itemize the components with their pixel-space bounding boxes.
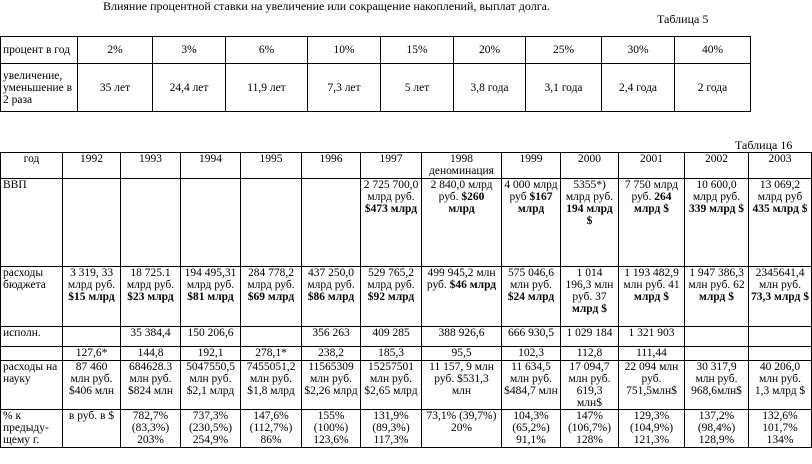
cell-value-bold: 194 млрд $ [566, 203, 613, 227]
rate-cell: 30% [602, 37, 675, 64]
cell-value: 5047550,5 млн руб. $2,1 млрд [186, 361, 235, 397]
data-cell [181, 410, 241, 448]
row-header-cell [1, 347, 63, 361]
period-cell: 2 года [675, 64, 751, 112]
data-cell [121, 347, 181, 361]
data-cell [422, 347, 502, 361]
cell-value-bold: млрд $ [572, 303, 607, 315]
data-cell [422, 361, 502, 410]
cell-value: 1 014 196,3 млн руб. 37 [565, 267, 614, 303]
table5 [0, 36, 751, 112]
data-cell [121, 327, 181, 347]
data-cell [685, 267, 749, 327]
cell-value: 194 495,31 млрд руб. [184, 267, 237, 291]
data-cell [502, 267, 561, 327]
data-cell [361, 327, 422, 347]
table5-label: Таблица 5 [657, 12, 709, 26]
cell-value: 17 094,7 млн руб. 619,3 млн$ [568, 361, 611, 409]
rate-cell: 10% [308, 37, 381, 64]
data-cell [749, 347, 812, 361]
period-cell: 3,8 года [454, 64, 526, 112]
data-cell [302, 410, 361, 448]
data-cell [302, 347, 361, 361]
data-cell [749, 179, 812, 267]
cell-value: 30 317,9 млн руб. 968,6млн$ [691, 361, 742, 397]
cell-value: 1 947 386,3 млн руб. 62 [688, 267, 745, 291]
period-cell: 3,1 года [526, 64, 602, 112]
cell-value: 144,8 [137, 347, 164, 359]
cell-value: 112,8 [576, 347, 603, 359]
cell-value: 147% (106,7%) 128% [567, 410, 612, 446]
data-cell [561, 410, 619, 448]
page-title: Влияние процентной ставки на увеличение или сокращение накоплений, выплат долга. [103, 0, 550, 13]
cell-value-bold: $23 млрд [127, 291, 174, 303]
row-header-cell: расходы бюджета [1, 267, 63, 327]
cell-value: 238,2 [318, 347, 344, 359]
cell-value-bold: $24 млрд [507, 291, 555, 303]
rate-cell: 40% [675, 37, 751, 64]
data-cell [422, 410, 502, 448]
data-cell [619, 327, 685, 347]
table5-row-header: увеличение, уменьшение в 2 раза [1, 64, 78, 112]
year-header-cell: 1992 [63, 153, 121, 179]
data-cell [302, 267, 361, 327]
cell-value-bold: $92 млрд [367, 291, 415, 303]
period-cell: 2,4 года [602, 64, 675, 112]
data-cell [619, 267, 685, 327]
data-cell [749, 327, 812, 347]
data-cell [241, 361, 302, 410]
data-cell [181, 361, 241, 410]
data-cell [302, 179, 361, 267]
data-cell [181, 179, 241, 267]
data-cell [422, 327, 502, 347]
rate-cell: 15% [381, 37, 454, 64]
data-cell [181, 347, 241, 361]
cell-value: 147,6% (112,7%) 86% [249, 410, 293, 446]
header-cell: год [1, 153, 63, 179]
data-cell [241, 179, 302, 267]
data-cell [749, 267, 812, 327]
data-cell [685, 347, 749, 361]
data-cell [561, 267, 619, 327]
cell-value: 127,6* [75, 347, 108, 359]
data-cell [181, 327, 241, 347]
cell-value: 1 193 482,9 млн руб. 41 [623, 267, 680, 291]
year-header-cell: 1996 [302, 153, 361, 179]
data-cell [619, 179, 685, 267]
cell-value: 40 206,0 млн руб. 1,3 млрд $ [754, 361, 806, 397]
data-cell [302, 361, 361, 410]
cell-value: 7 750 млрд руб. [624, 179, 679, 203]
year-header-cell: 2003 [749, 153, 812, 179]
cell-value: 18 725.1 млрд руб. [126, 267, 175, 291]
data-cell [181, 267, 241, 327]
table5-periods-row [1, 64, 751, 112]
cell-value: 1 321 903 [628, 327, 675, 339]
period-cell: 24,4 лет [153, 64, 226, 112]
cell-value: 409 285 [372, 327, 410, 339]
period-cell: 7,3 лет [308, 64, 381, 112]
cell-value: 137,2% (98,4%) 128,9% [697, 410, 736, 446]
data-cell [561, 347, 619, 361]
cell-value-bold: млрд $ [634, 291, 669, 303]
cell-value-bold: $86 млрд [307, 291, 355, 303]
cell-value: 131,9% (89,3%) 117,3% [372, 410, 410, 446]
rate-cell: 25% [526, 37, 602, 64]
cell-value-bold: $15 млрд [68, 291, 115, 303]
data-cell [619, 410, 685, 448]
table16-row [1, 179, 812, 267]
cell-value: 185,3 [378, 347, 404, 359]
data-cell [121, 179, 181, 267]
cell-value: 13 069,2 млрд руб [757, 179, 803, 203]
data-cell [422, 179, 502, 267]
cell-value: 95,5 [451, 347, 472, 359]
cell-value-bold: 73,3 млрд $ [751, 291, 809, 303]
rate-cell: 6% [226, 37, 308, 64]
data-cell [121, 361, 181, 410]
cell-value: 192,1 [197, 347, 224, 359]
cell-value: 2345641,4 млн руб. [755, 267, 805, 291]
cell-value: 155% (100%) 123,6% [313, 410, 349, 446]
data-cell [749, 361, 812, 410]
cell-value: 666 930,5 [508, 327, 554, 339]
data-cell [502, 179, 561, 267]
data-cell [63, 410, 121, 448]
year-header-cell: 1994 [181, 153, 241, 179]
data-cell [361, 267, 422, 327]
cell-value: 1 029 184 [566, 327, 613, 339]
table16 [0, 152, 812, 448]
data-cell [361, 410, 422, 448]
cell-value-bold: $167 млрд [517, 191, 553, 215]
row-header-cell: исполн. [1, 327, 63, 347]
cell-value: 22 094 млн руб. 751,5млн$ [624, 361, 679, 397]
data-cell [502, 410, 561, 448]
cell-value: 87 460 млн руб. $406 млн [68, 361, 115, 397]
data-cell [561, 327, 619, 347]
data-cell [302, 327, 361, 347]
data-cell [685, 410, 749, 448]
row-header-cell: % к предыду-щему г. [1, 410, 63, 448]
cell-value-bold: $81 млрд [187, 291, 234, 303]
period-cell: 5 лет [381, 64, 454, 112]
data-cell [121, 267, 181, 327]
data-cell [685, 327, 749, 347]
data-cell [63, 179, 121, 267]
data-cell [561, 179, 619, 267]
table16-row [1, 361, 812, 410]
cell-value: 15257501 млн руб. $2,65 млрд [364, 361, 418, 397]
data-cell [749, 410, 812, 448]
cell-value: 529 765,2 млрд руб. [367, 267, 415, 291]
table16-row [1, 410, 812, 448]
table16-row [1, 267, 812, 327]
cell-value: 4 000 млрд руб [504, 179, 558, 203]
table5-row-header: процент в год [1, 37, 78, 64]
cell-value: 284 778,2 млрд руб. [247, 267, 295, 291]
cell-value: 35 384,4 [130, 327, 171, 339]
data-cell [502, 327, 561, 347]
data-cell [561, 361, 619, 410]
cell-value: 5355*) млрд руб. [565, 179, 614, 203]
cell-value-bold: 264 млрд $ [634, 191, 672, 215]
cell-value-bold: 435 млрд $ [752, 203, 808, 215]
cell-value: 684628.3 млн руб. $824 млн [127, 361, 174, 397]
cell-value: 104,3% (65,2%) 91,1% [512, 410, 550, 446]
year-header-cell: 2000 [561, 153, 619, 179]
data-cell [361, 347, 422, 361]
cell-value: 575 046,6 млн руб. [508, 267, 554, 291]
data-cell [63, 327, 121, 347]
period-cell: 35 лет [78, 64, 153, 112]
data-cell [241, 267, 302, 327]
data-cell [502, 347, 561, 361]
data-cell [121, 410, 181, 448]
year-header-cell: 2001 [619, 153, 685, 179]
cell-value: 150 206,6 [187, 327, 234, 339]
cell-value-bold: 339 млрд $ [688, 203, 745, 215]
cell-value: 10 600,0 млрд руб. [692, 179, 741, 203]
cell-value: 7455051,2 млн руб. $1,8 млрд [246, 361, 296, 397]
table5-rates-row [1, 37, 751, 64]
data-cell [685, 179, 749, 267]
data-cell [241, 347, 302, 361]
table16-row [1, 347, 812, 361]
rate-cell: 20% [454, 37, 526, 64]
cell-value-bold: $46 млрд [449, 279, 497, 291]
cell-value: 3 319, 33 млрд руб. [67, 267, 116, 291]
cell-value: 437 250,0 млрд руб. [307, 267, 355, 291]
cell-value: 782,7% (83,3%) 203% [131, 410, 170, 446]
year-header-cell: 1997 [361, 153, 422, 179]
cell-value: в руб. в $ [68, 410, 115, 422]
row-header-cell: расходы на науку [1, 361, 63, 410]
data-cell [63, 361, 121, 410]
year-header-cell: 2002 [685, 153, 749, 179]
year-header-cell: 1993 [121, 153, 181, 179]
row-header-cell: ВВП [1, 179, 63, 267]
year-header-cell: 1999 [502, 153, 561, 179]
cell-value-bold: $69 млрд [247, 291, 295, 303]
cell-value-bold: $473 млрд [364, 203, 418, 215]
data-cell [241, 327, 302, 347]
cell-value: 11565309 млн руб. $2,26 млрд [304, 361, 358, 397]
cell-value: 737,3% (230,5%) 254,9% [188, 410, 233, 446]
cell-value-bold: $260 млрд [448, 191, 485, 215]
table16-row [1, 327, 812, 347]
data-cell [502, 361, 561, 410]
data-cell [685, 361, 749, 410]
cell-value: 11 157, 9 млн руб. $531,3 млн [429, 361, 494, 397]
rate-cell: 3% [153, 37, 226, 64]
cell-value: 111,44 [636, 347, 667, 359]
cell-value: 129,3% (104,9%) 121,3% [629, 410, 674, 446]
cell-value: 132,6% 101,7% 134% [762, 410, 798, 446]
year-header-cell: 1995 [241, 153, 302, 179]
cell-value: 73,1% (39,7%) 20% [426, 410, 497, 434]
data-cell [361, 361, 422, 410]
cell-value: 278,1* [255, 347, 287, 359]
year-header-cell: 1998 деноминация [422, 153, 502, 179]
data-cell [63, 267, 121, 327]
cell-value: 2 840,0 млрд руб. [430, 179, 493, 203]
cell-value: 356 263 [312, 327, 350, 339]
data-cell [619, 361, 685, 410]
table16-header-row [1, 153, 812, 179]
data-cell [361, 179, 422, 267]
period-cell: 11,9 лет [226, 64, 308, 112]
table16-label: Таблица 16 [735, 138, 793, 152]
data-cell [422, 267, 502, 327]
data-cell [241, 410, 302, 448]
cell-value: 388 926,6 [438, 327, 485, 339]
data-cell [619, 347, 685, 361]
cell-value: 2 725 700,0 млрд руб. [363, 179, 419, 203]
cell-value: 11 634,5 млн руб. $484,7 млн [504, 361, 558, 397]
data-cell [63, 347, 121, 361]
rate-cell: 2% [78, 37, 153, 64]
cell-value: 499 945,2 млн руб. [426, 267, 496, 291]
cell-value: 102,3 [518, 347, 544, 359]
cell-value-bold: млрд $ [699, 291, 734, 303]
